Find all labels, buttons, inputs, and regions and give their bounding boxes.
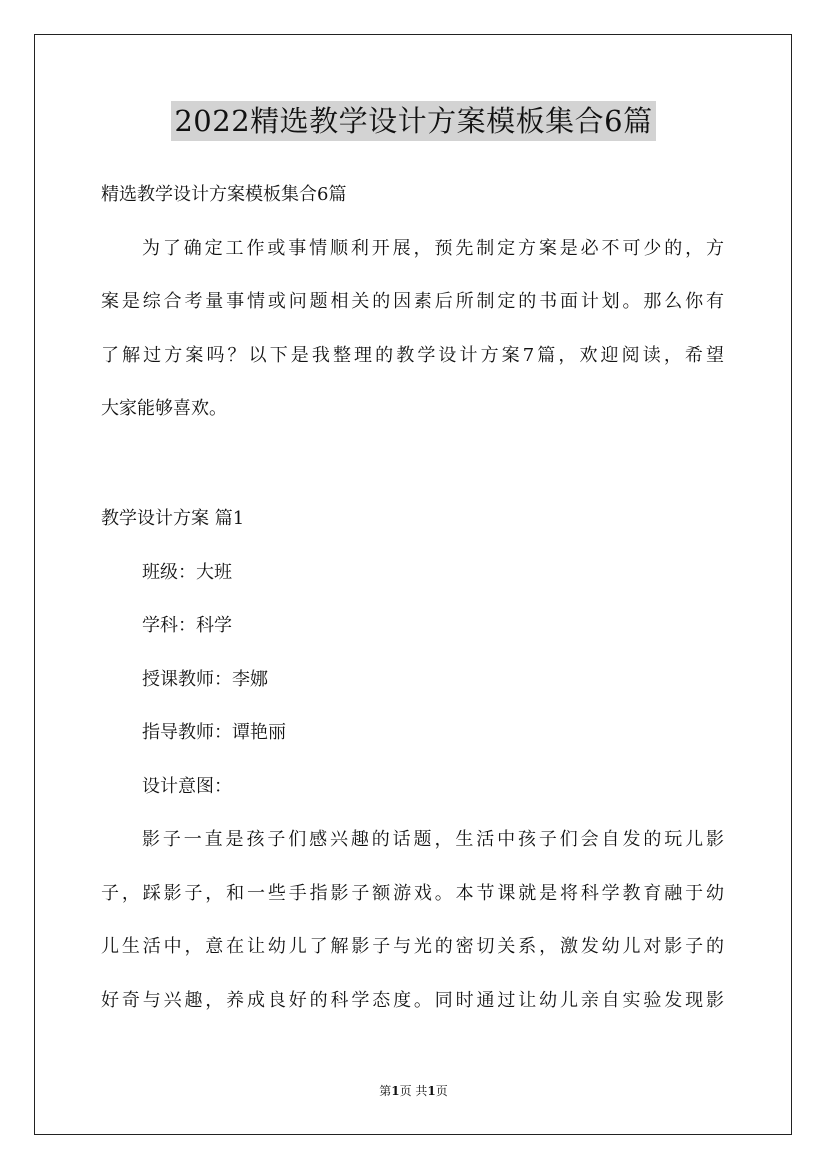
intro-line-4: 大家能够喜欢。 — [101, 398, 227, 419]
footer-page-number: 1 — [391, 1084, 400, 1098]
section-heading: 教学设计方案 篇1 — [101, 508, 245, 529]
class-line: 班级：大班 — [142, 562, 232, 583]
intent-line-2: 子，踩影子，和一些手指影子额游戏。本节课就是将科学教育融于幼 — [101, 883, 724, 904]
teacher-line: 授课教师：李娜 — [142, 669, 268, 690]
title-container — [0, 101, 827, 141]
intro-line-1: 为了确定工作或事情顺利开展，预先制定方案是必不可少的，方 — [142, 238, 724, 259]
footer-page-mid: 页 共 — [399, 1084, 428, 1098]
document-title: 2022精选教学设计方案模板集合6篇 — [171, 101, 655, 141]
intent-line-4: 好奇与兴趣，养成良好的科学态度。同时通过让幼儿亲自实验发现影 — [101, 990, 724, 1011]
intent-label: 设计意图： — [142, 776, 232, 797]
advisor-line: 指导教师：谭艳丽 — [142, 722, 286, 743]
document-subtitle: 精选教学设计方案模板集合6篇 — [101, 184, 347, 205]
intro-line-2: 案是综合考量事情或问题相关的因素后所制定的书面计划。那么你有 — [101, 291, 724, 312]
footer-page-total: 1 — [427, 1084, 436, 1098]
footer-page-suffix: 页 — [435, 1084, 448, 1098]
page-footer — [0, 1083, 827, 1099]
intent-line-1: 影子一直是孩子们感兴趣的话题，生活中孩子们会自发的玩儿影 — [142, 829, 724, 850]
intro-line-3: 了解过方案吗？以下是我整理的教学设计方案7篇，欢迎阅读，希望 — [101, 345, 724, 366]
intent-line-3: 儿生活中，意在让幼儿了解影子与光的密切关系，激发幼儿对影子的 — [101, 936, 724, 957]
footer-page-prefix: 第 — [379, 1084, 392, 1098]
subject-line: 学科：科学 — [142, 615, 232, 636]
